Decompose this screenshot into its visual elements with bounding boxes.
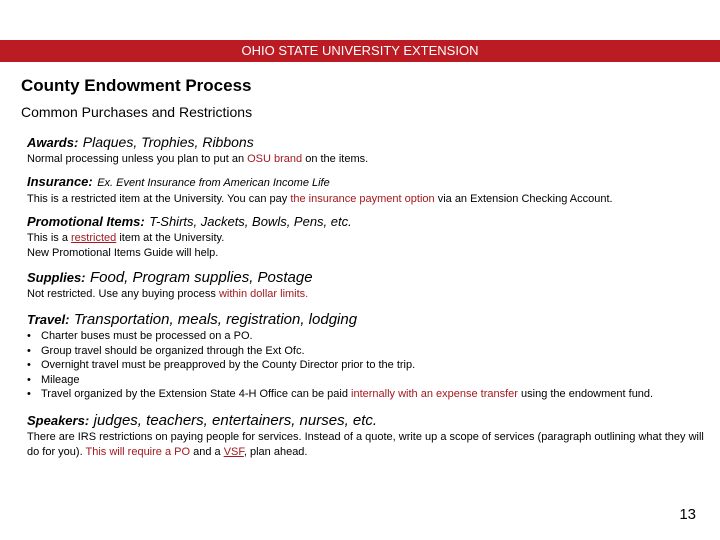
speakers-items: judges, teachers, entertainers, nurses, etc. [93, 412, 378, 429]
insurance-label: Insurance: [27, 174, 93, 189]
list-item: • Group travel should be organized through the Ext Ofc. [27, 344, 707, 359]
speakers-text [27, 430, 707, 459]
insurance-text-after: via an Extension Checking Account. [434, 193, 613, 205]
promotional-text [27, 231, 707, 260]
promotional-line-1 [27, 231, 707, 246]
section-awards [27, 133, 707, 167]
awards-text-before: Normal processing unless you plan to put an [27, 153, 248, 165]
travel-last-text-after: using the endowment fund. [517, 388, 654, 400]
travel-last-text-before: Travel organized by the Extension State 4-H Office can be paid [41, 388, 352, 400]
promotional-line-2: New Promotional Items Guide will help. [27, 246, 219, 259]
speakers-text-3: , plan ahead. [243, 445, 308, 458]
insurance-heading [27, 173, 707, 192]
promotional-text-before: This is a [27, 232, 72, 244]
purchase-order-link[interactable]: This will require a PO [85, 445, 191, 458]
section-insurance [27, 173, 707, 207]
awards-text-after: on the items. [302, 153, 369, 165]
list-item: • Charter buses must be processed on a PO. [27, 329, 707, 344]
page-title: County Endowment Process [21, 76, 252, 95]
osu-brand-link[interactable]: OSU brand [247, 153, 303, 165]
supplies-items: Food, Program supplies, Postage [89, 269, 313, 286]
travel-heading [27, 311, 707, 329]
travel-items: Transportation, meals, registration, lodging [73, 311, 358, 328]
section-travel [27, 311, 707, 402]
insurance-items: Ex. Event Insurance from American Income Life [97, 177, 330, 189]
section-promotional [27, 213, 707, 260]
supplies-text [27, 287, 707, 302]
promotional-label: Promotional Items: [27, 214, 145, 229]
speakers-text-2: and a [190, 445, 224, 458]
section-speakers [27, 412, 707, 459]
insurance-text [27, 192, 707, 207]
section-supplies [27, 269, 707, 302]
insurance-payment-link[interactable]: the insurance payment option [290, 193, 435, 205]
page-subtitle: Common Purchases and Restrictions [21, 104, 253, 120]
supplies-heading [27, 269, 707, 287]
promotional-items: T-Shirts, Jackets, Bowls, Pens, etc. [149, 214, 352, 229]
header-banner: OHIO STATE UNIVERSITY EXTENSION [0, 40, 720, 62]
awards-heading [27, 133, 707, 152]
insurance-text-before: This is a restricted item at the University. You can pay [27, 193, 291, 205]
supplies-text-before: Not restricted. Use any buying process [27, 288, 219, 300]
speakers-label: Speakers: [27, 413, 90, 428]
expense-transfer-link[interactable]: internally with an expense transfer [351, 388, 518, 400]
list-item: • Overnight travel must be preapproved by the County Director prior to the trip. [27, 358, 707, 373]
speakers-heading [27, 412, 707, 430]
travel-label: Travel: [27, 312, 70, 327]
awards-text [27, 152, 707, 167]
vsf-link[interactable]: VSF [223, 445, 244, 458]
promotional-heading [27, 213, 707, 231]
speakers-text-1: There are IRS restrictions on paying people for services. Instead of a quote, write up a scope of services (paragraph outlining what they will do for you). [27, 431, 704, 458]
awards-label: Awards: [27, 135, 79, 150]
list-item: • Mileage [27, 373, 707, 388]
restricted-link[interactable]: restricted [71, 232, 117, 244]
dollar-limits-link[interactable]: within dollar limits. [218, 288, 309, 300]
travel-list [27, 329, 707, 402]
page-number: 13 [679, 506, 696, 523]
awards-items: Plaques, Trophies, Ribbons [82, 134, 254, 150]
supplies-label: Supplies: [27, 270, 86, 285]
promotional-text-after: item at the University. [116, 232, 225, 244]
list-item [27, 387, 707, 402]
